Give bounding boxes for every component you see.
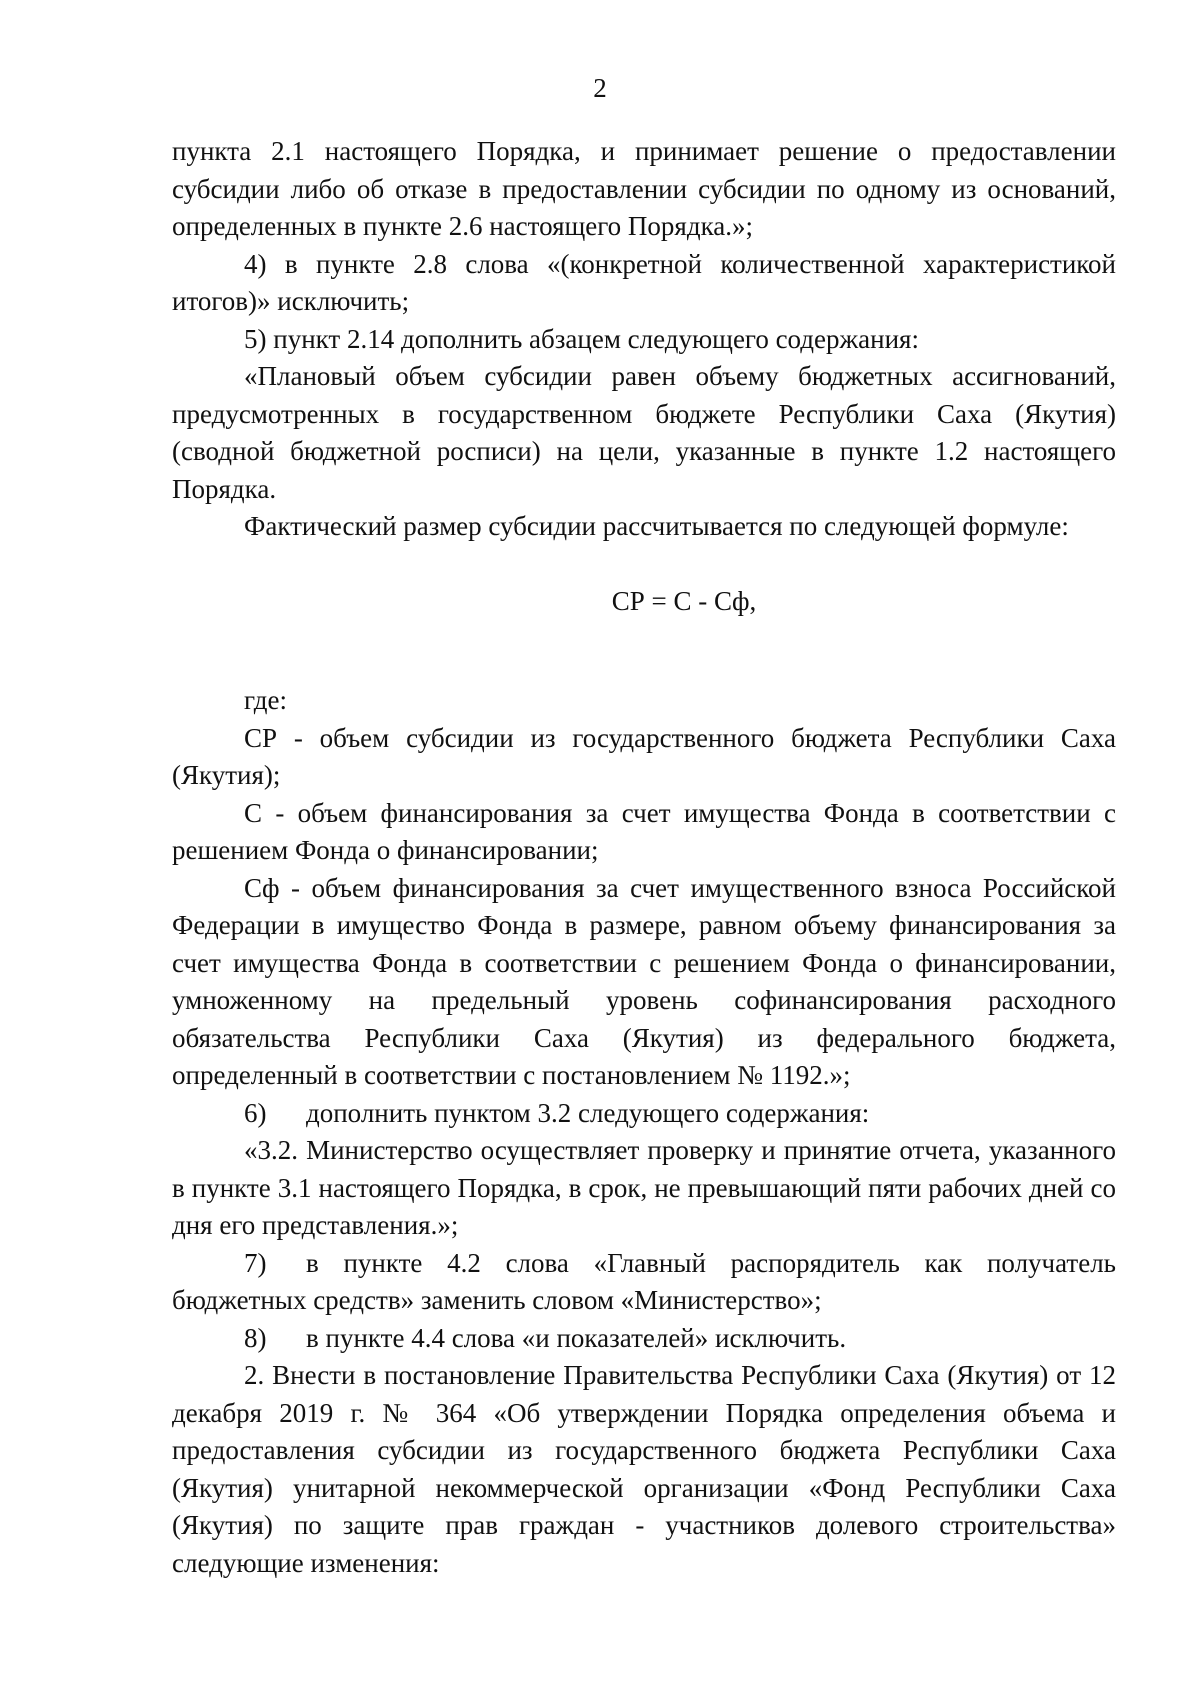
paragraph-item-5: 5) пункт 2.14 дополнить абзацем следующего содержания:: [244, 323, 919, 354]
paragraph-definition-c: С - объем финансирования за счет имущества Фонда в соответствии с решением Фонда о финансировании;: [172, 797, 1116, 865]
item-text: в пункте 4.4 слова «и показателей» исключить.: [306, 1322, 847, 1353]
item-number: 7): [244, 1247, 267, 1278]
paragraph-section-2: 2. Внести в постановление Правительства Республики Саха (Якутия) от 12 декабря 2019 г. № 364 «Об утверждении Порядка определения объема и предоставления субсидии из государственного бюджета Республики Саха (Якутия) унитарной некоммерческой организации «Фонд Республики Саха (Якутия) по защите прав граждан - участников долевого строительства» следующие изменения:: [172, 1360, 1116, 1578]
item-text: дополнить пунктом 3.2 следующего содержания:: [306, 1097, 870, 1128]
item-number: 6): [244, 1097, 267, 1128]
paragraph-formula-intro: Фактический размер субсидии рассчитывается по следующей формуле:: [244, 511, 1069, 541]
paragraph-continuation: пункта 2.1 настоящего Порядка, и принимает решение о предоставлении субсидии либо об отказе в предоставлении субсидии по одному из оснований, определенных в пункте 2.6 настоящего Порядка.»;: [172, 136, 1116, 241]
paragraph-item-7: [172, 1245, 1116, 1320]
paragraph-item-6: [172, 1095, 1116, 1133]
paragraph-item-3-2: «3.2. Министерство осуществляет проверку и принятие отчета, указанного в пункте 3.1 настоящего Порядка, в срок, не превышающий пяти рабочих дней со дня его представления.»;: [172, 1135, 1116, 1240]
item-text: в пункте 4.2 слова «Главный распорядитель как получатель бюджетных средств» заменить словом «Министерство»;: [172, 1247, 1116, 1315]
paragraph-item-8: [172, 1320, 1116, 1358]
formula: СР = С - Сф,: [611, 585, 757, 616]
document-body: [172, 133, 1116, 1582]
paragraph-where: где:: [244, 685, 287, 715]
paragraph-definition-cp: СР - объем субсидии из государственного бюджета Республики Саха (Якутия);: [172, 722, 1116, 790]
paragraph-planned-volume: «Плановый объем субсидии равен объему бюджетных ассигнований, предусмотренных в государственном бюджете Республики Саха (Якутия) (сводной бюджетной росписи) на цели, указанные в пункте 1.2 настоящего Порядка.: [172, 361, 1116, 504]
paragraph-item-4: 4) в пункте 2.8 слова «(конкретной количественной характеристикой итогов)» исключить;: [172, 248, 1116, 316]
page-number: 2: [593, 73, 607, 103]
item-number: 8): [244, 1322, 267, 1353]
paragraph-definition-cf: Сф - объем финансирования за счет имущественного взноса Российской Федерации в имущество Фонда в размере, равном объему финансирования за счет имущества Фонда в соответствии с решением Фонда о финансировании, умноженному на предельный уровень софинансирования расходного обязательства Республики Саха (Якутия) из федерального бюджета, определенный в соответствии с постановлением № 1192.»;: [172, 872, 1116, 1090]
